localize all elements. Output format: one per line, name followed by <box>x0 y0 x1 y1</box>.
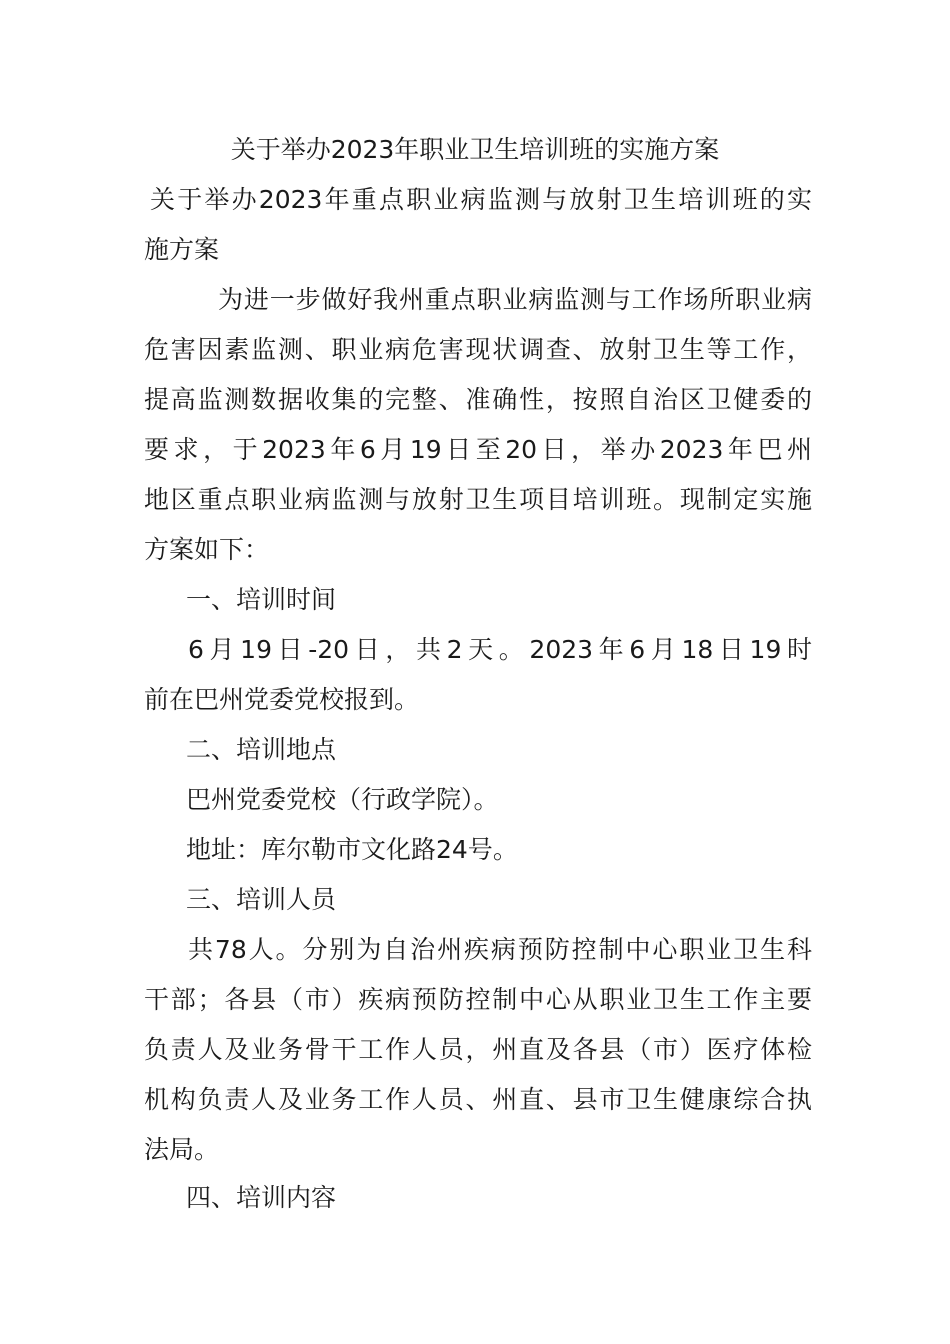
training-venue: 巴州党委党校（行政学院）。 <box>186 785 499 814</box>
section-heading-trainees: 三、培训人员 <box>186 885 337 914</box>
trainees-line: 法局。 <box>144 1135 220 1164</box>
intro-paragraph-line: 要求，于2023年6月19日至20日，举办2023年巴州 <box>144 435 812 464</box>
section-heading-training-time: 一、培训时间 <box>186 585 337 614</box>
intro-paragraph-line: 地区重点职业病监测与放射卫生项目培训班。现制定实施 <box>144 485 812 514</box>
document-title: 关于举办2023年职业卫生培训班的实施方案 <box>230 135 720 164</box>
training-address: 地址：库尔勒市文化路24号。 <box>186 835 518 864</box>
intro-paragraph-line: 危害因素监测、职业病危害现状调查、放射卫生等工作， <box>144 335 812 364</box>
document-subtitle-line-2: 施方案 <box>144 235 220 264</box>
trainees-line: 干部；各县（市）疾病预防控制中心从职业卫生工作主要 <box>144 985 812 1014</box>
trainees-line: 共78人。分别为自治州疾病预防控制中心职业卫生科 <box>188 935 812 964</box>
intro-paragraph-line: 为进一步做好我州重点职业病监测与工作场所职业病 <box>218 285 812 314</box>
section-heading-training-content: 四、培训内容 <box>186 1183 337 1212</box>
training-time-line: 6月19日-20日，共2天。2023年6月18日19时 <box>188 635 812 664</box>
trainees-line: 机构负责人及业务工作人员、州直、县市卫生健康综合执 <box>144 1085 812 1114</box>
training-time-line: 前在巴州党委党校报到。 <box>144 685 420 714</box>
intro-paragraph-line: 方案如下： <box>144 535 270 564</box>
trainees-line: 负责人及业务骨干工作人员，州直及各县（市）医疗体检 <box>144 1035 812 1064</box>
intro-paragraph-line: 提高监测数据收集的完整、准确性，按照自治区卫健委的 <box>144 385 812 414</box>
document-subtitle-line-1: 关于举办2023年重点职业病监测与放射卫生培训班的实 <box>150 185 812 214</box>
section-heading-training-location: 二、培训地点 <box>186 735 337 764</box>
